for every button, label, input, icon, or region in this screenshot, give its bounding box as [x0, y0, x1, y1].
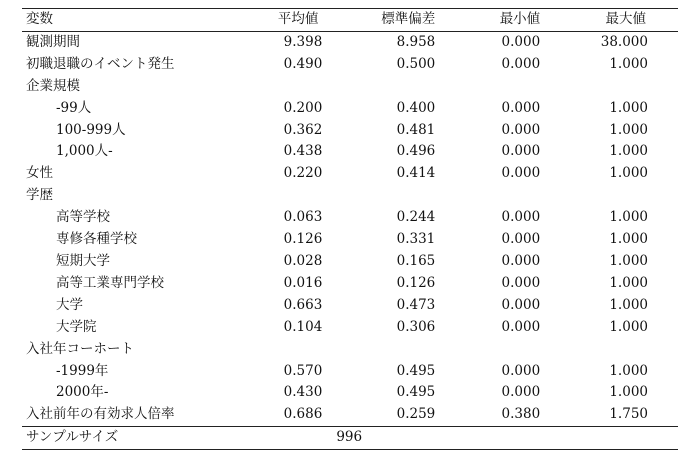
cell-max: 1.000: [609, 165, 648, 182]
cell-sd: 0.244: [396, 209, 436, 226]
cell-mean: 0.104: [283, 318, 323, 335]
cell-sd: 0.495: [396, 362, 436, 379]
cell-max: 1.000: [609, 318, 648, 335]
cell-mean: 0.663: [283, 296, 323, 313]
row-label: -1999年: [56, 362, 109, 379]
row-label: 初職退職のイベント発生: [26, 55, 175, 72]
cell-max: [562, 339, 678, 361]
cell-min: 0.000: [501, 231, 541, 248]
empty-cell: [457, 427, 562, 450]
cell-mean: 0.490: [283, 55, 323, 72]
cell-sd: 8.958: [396, 33, 436, 50]
descriptive-statistics-table: [22, 8, 678, 450]
table-row: [22, 339, 678, 361]
header-variable: 変数: [22, 9, 241, 32]
table-row: [22, 317, 678, 339]
cell-min: [457, 339, 562, 361]
cell-sd: 0.495: [396, 384, 436, 401]
empty-cell: [562, 427, 678, 450]
cell-max: 1.750: [609, 406, 648, 423]
cell-mean: 0.028: [283, 252, 323, 269]
table-row: [22, 98, 678, 120]
row-label: 高等学校: [56, 209, 110, 226]
cell-min: 0.000: [501, 274, 541, 291]
cell-mean: 0.126: [283, 231, 323, 248]
cell-max: 1.000: [609, 55, 648, 72]
cell-min: 0.000: [501, 121, 541, 138]
cell-min: 0.000: [501, 143, 541, 160]
cell-min: 0.000: [501, 99, 541, 116]
cell-sd: 0.400: [396, 99, 436, 116]
cell-max: 1.000: [609, 121, 648, 138]
cell-mean: 0.220: [283, 165, 323, 182]
table-row: [22, 120, 678, 142]
row-label: 大学院: [56, 318, 97, 335]
sample-size-label: サンプルサイズ: [22, 427, 241, 450]
cell-min: [457, 76, 562, 98]
row-label: 2000年-: [56, 384, 109, 401]
sample-size-value: 996: [241, 427, 457, 450]
cell-mean: 0.686: [283, 406, 323, 423]
cell-mean: [241, 76, 344, 98]
cell-min: 0.000: [501, 55, 541, 72]
row-label: 女性: [26, 165, 53, 182]
cell-mean: 0.016: [283, 274, 323, 291]
cell-sd: 0.414: [396, 165, 436, 182]
cell-sd: 0.331: [396, 231, 436, 248]
cell-max: 1.000: [609, 384, 648, 401]
cell-max: 1.000: [609, 143, 648, 160]
cell-mean: 0.200: [283, 99, 323, 116]
cell-sd: 0.473: [396, 296, 436, 313]
cell-min: 0.000: [501, 384, 541, 401]
row-label: 短期大学: [56, 252, 110, 269]
cell-sd: 0.500: [396, 55, 436, 72]
cell-min: 0.000: [501, 165, 541, 182]
cell-mean: [241, 339, 344, 361]
cell-max: 1.000: [609, 362, 648, 379]
row-label: 大学: [56, 296, 83, 313]
cell-max: 1.000: [609, 209, 648, 226]
table-row: [22, 273, 678, 295]
cell-min: 0.000: [501, 252, 541, 269]
cell-sd: [344, 339, 457, 361]
cell-sd: 0.259: [396, 406, 436, 423]
cell-min: [457, 185, 562, 207]
table-row: [22, 163, 678, 185]
header-min: 最小値: [457, 9, 562, 32]
cell-max: 1.000: [609, 252, 648, 269]
cell-sd: 0.306: [396, 318, 436, 335]
table-row: [22, 295, 678, 317]
table-row: [22, 251, 678, 273]
cell-max: [562, 76, 678, 98]
cell-max: 1.000: [609, 296, 648, 313]
cell-min: 0.000: [501, 209, 541, 226]
table-row: [22, 361, 678, 383]
cell-sd: 0.481: [396, 121, 436, 138]
cell-mean: 9.398: [283, 33, 323, 50]
group-label: 入社年コーホート: [26, 340, 134, 357]
cell-max: 1.000: [609, 231, 648, 248]
header-sd: 標準偏差: [344, 9, 457, 32]
table-row: [22, 54, 678, 76]
table-row: [22, 229, 678, 251]
cell-max: 1.000: [609, 274, 648, 291]
cell-mean: [241, 185, 344, 207]
header-max: 最大値: [562, 9, 678, 32]
table-row: [22, 404, 678, 426]
cell-min: 0.000: [501, 33, 541, 50]
cell-max: [562, 185, 678, 207]
cell-min: 0.380: [501, 406, 541, 423]
cell-sd: 0.165: [396, 252, 436, 269]
table-header-row: [22, 9, 678, 32]
cell-max: 38.000: [600, 33, 648, 50]
cell-sd: 0.126: [396, 274, 436, 291]
cell-mean: 0.438: [283, 143, 323, 160]
row-label: -99人: [56, 99, 92, 116]
cell-min: 0.000: [501, 296, 541, 313]
header-mean: 平均値: [241, 9, 344, 32]
cell-mean: 0.063: [283, 209, 323, 226]
cell-mean: 0.570: [283, 362, 323, 379]
row-label: 1,000人-: [56, 143, 113, 160]
cell-sd: [344, 185, 457, 207]
table-row: [22, 185, 678, 207]
row-label: 観測期間: [26, 33, 80, 50]
cell-max: 1.000: [609, 99, 648, 116]
sample-size-row: [22, 427, 678, 450]
row-label: 高等工業専門学校: [56, 274, 164, 291]
cell-mean: 0.430: [283, 384, 323, 401]
table-row: [22, 31, 678, 53]
table-row: [22, 382, 678, 404]
row-label: 入社前年の有効求人倍率: [26, 406, 175, 423]
row-label: 100-999人: [56, 121, 126, 138]
cell-min: 0.000: [501, 362, 541, 379]
table-row: [22, 207, 678, 229]
group-label: 企業規模: [26, 77, 80, 94]
cell-sd: [344, 76, 457, 98]
cell-sd: 0.496: [396, 143, 436, 160]
group-label: 学歴: [26, 187, 53, 204]
table-row: [22, 141, 678, 163]
table-row: [22, 76, 678, 98]
cell-min: 0.000: [501, 318, 541, 335]
row-label: 専修各種学校: [56, 231, 137, 248]
cell-mean: 0.362: [283, 121, 323, 138]
